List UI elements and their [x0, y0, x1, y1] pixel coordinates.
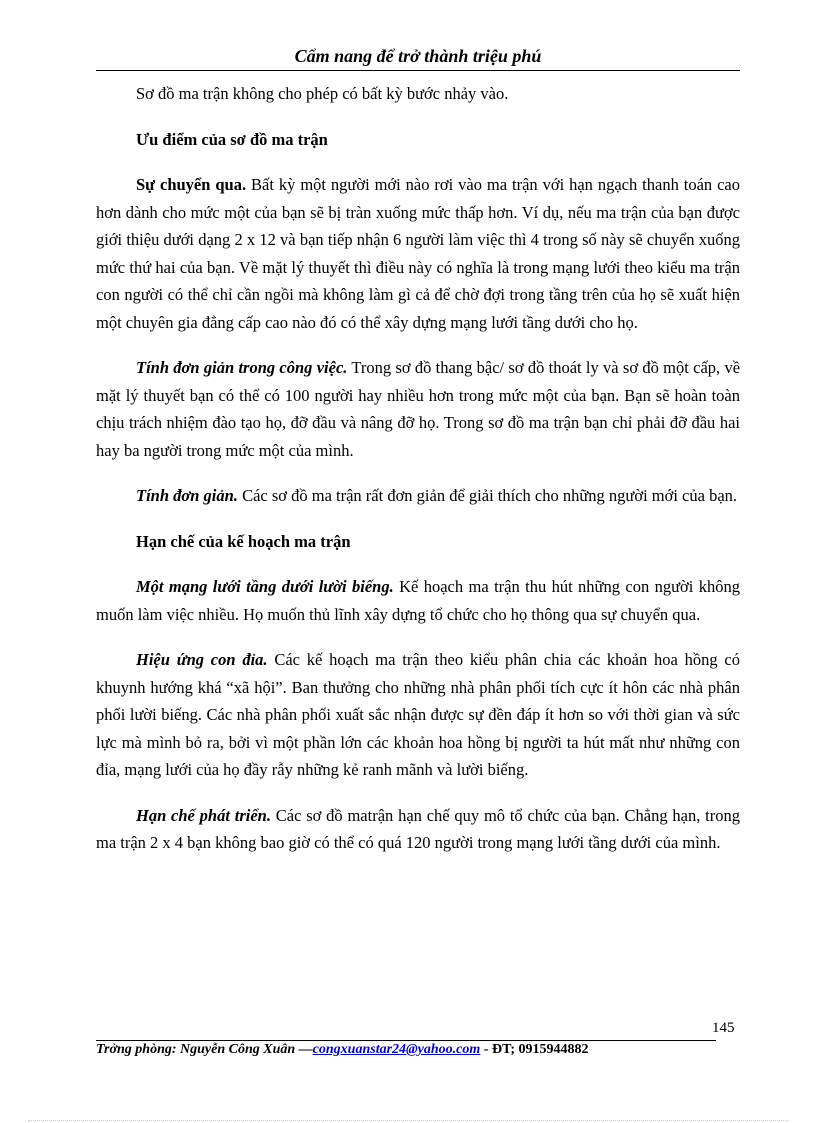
paragraph-text: Các kế hoạch ma trận theo kiểu phân chia các khoản hoa hồng có khuynh hướng khá “xã hội”. Ban thưởng cho những nhà phân phối tích cực ít hôn các nhà phân phối lười biếng. Các nhà phân phối xuất sắc nhận được sự đền đáp ít hơn so với thời gian và sức lực mà mình bỏ ra, bởi vì một phần lớn các khoản hoa hồng bị người ta hút mất như những con đỉa, mạng lưới của họ đầy rẫy những kẻ ranh mãnh và lười biếng.	[96, 650, 740, 779]
paragraph-transfer	[96, 171, 740, 336]
intro-paragraph: Sơ đồ ma trận không cho phép có bất kỳ bước nhảy vào.	[136, 84, 509, 103]
paragraph-text: Các sơ đồ ma trận rất đơn giản để giải thích cho những người mới của bạn.	[237, 486, 738, 505]
paragraph-text: Bất kỳ một người mới nào rơi vào ma trận với hạn ngạch thanh toán cao hơn dành cho mức một của bạn sẽ bị tràn xuống mức thấp hơn. Ví dụ, nếu ma trận của bạn được giới thiệu dưới dạng 2 x 12 và bạn tiếp nhận 6 người làm việc thì 4 trong số này sẽ chuyển xuống mức thứ hai của bạn. Về mặt lý thuyết thì điều này có nghĩa là trong mạng lưới theo kiểu ma trận con người có thể chỉ cần ngồi mà không làm gì cả để chờ đợi trong tầng trên của họ sẽ xuất hiện một chuyên gia đẳng cấp cao nào đó có thể xây dựng mạng lưới tầng dưới cho họ.	[96, 175, 741, 332]
paragraph-text: Kế hoạch ma trận thu hút những con người không muốn làm việc nhiều. Họ muốn thủ lĩnh xây dựng tổ chức cho họ thông qua sự chuyển qua.	[96, 577, 740, 624]
paragraph-lead: Tính đơn giản.	[136, 486, 238, 505]
paragraph-simplicity	[96, 482, 740, 510]
footer-divider	[96, 1040, 716, 1041]
paragraph-leech-effect	[96, 646, 740, 784]
paragraph-growth-limit	[96, 802, 740, 857]
paragraph-lead: Hạn chế phát triển.	[136, 805, 271, 825]
document-body	[96, 80, 740, 857]
paragraph-text: Các sơ đồ matrận hạn chế quy mô tổ chức của bạn. Chẳng hạn, trong ma trận 2 x 4 bạn không bao giờ có thể có quá 120 người trong mạng lưới tầng dưới của mình.	[96, 805, 741, 852]
paragraph-lazy-downline	[96, 573, 740, 628]
footer-author: Trởng phòng: Nguyễn Công Xuân —	[96, 1042, 313, 1057]
footer-email-link[interactable]: congxuanstar24@yahoo.com	[312, 1042, 481, 1057]
page-header-title: Cẩm nang để trở thành triệu phú	[96, 44, 740, 71]
limitations-heading: Hạn chế của kế hoạch ma trận	[136, 531, 351, 551]
paragraph-lead: Hiệu ứng con đỉa.	[136, 650, 268, 669]
paragraph-text: Trong sơ đồ thang bậc/ sơ đồ thoát ly và sơ đồ một cấp, về mặt lý thuyết bạn có thể có 100 người hay nhiều hơn trong mức một của bạn. Bạn sẽ hoàn toàn chịu trách nhiệm đào tạo họ, đỡ đầu và nâng đỡ họ. Trong sơ đồ ma trận bạn chỉ phải đỡ đầu hai hay ba người trong mức một của mình.	[96, 358, 741, 460]
page-footer	[96, 1042, 756, 1058]
paragraph-lead: Một mạng lưới tầng dưới lười biếng.	[136, 577, 394, 596]
paragraph-lead: Tính đơn giản trong công việc.	[136, 358, 348, 377]
paragraph-lead: Sự chuyển qua.	[136, 175, 247, 194]
page-number: 145	[712, 1020, 735, 1036]
advantages-heading: Ưu điểm của sơ đồ ma trận	[136, 129, 328, 149]
page-bottom-divider	[28, 1120, 788, 1121]
footer-phone: - ĐT; 0915944882	[480, 1042, 589, 1057]
paragraph-work-simplicity	[96, 354, 740, 464]
